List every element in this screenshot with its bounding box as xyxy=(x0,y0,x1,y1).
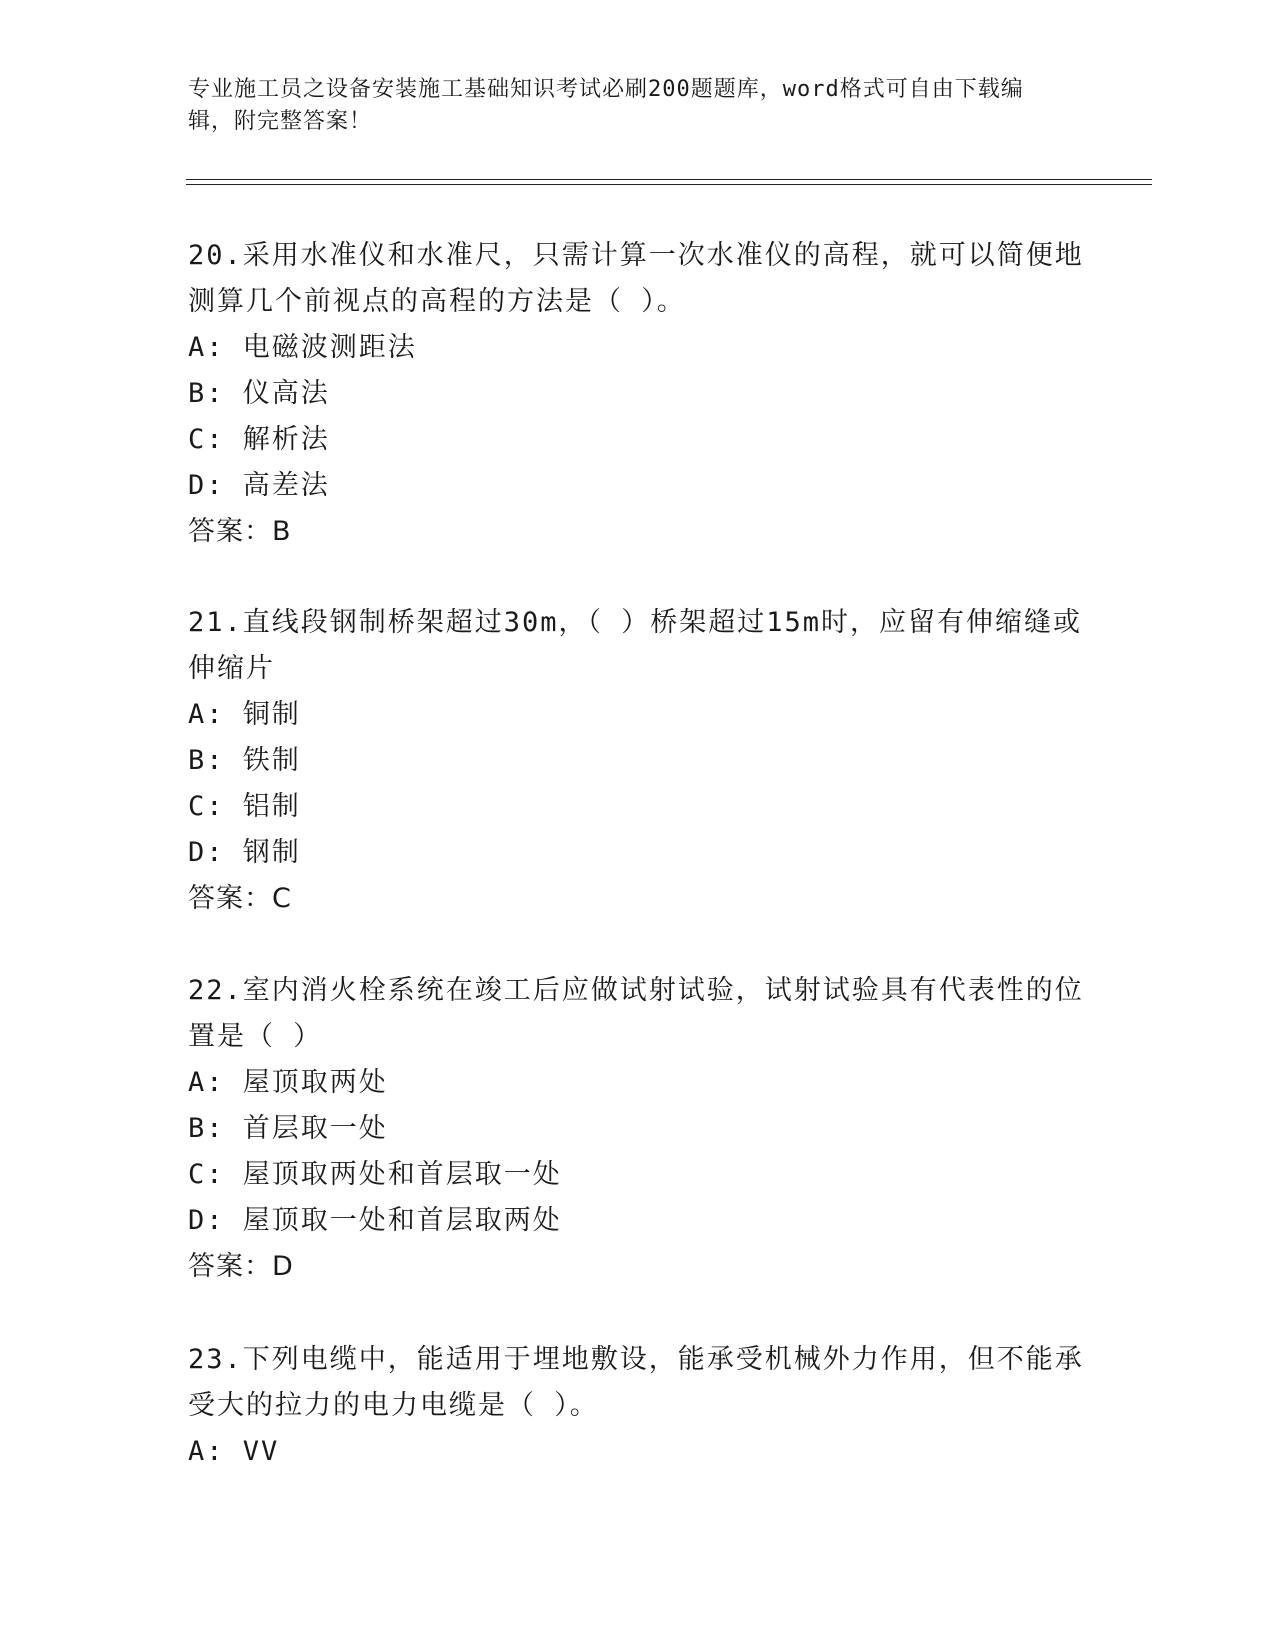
option-a: A: 铜制 xyxy=(188,699,301,730)
answer-label: 答案：D xyxy=(188,1251,294,1282)
answer-label: 答案：C xyxy=(188,883,292,914)
option-a: A: VV xyxy=(188,1436,280,1467)
document-header: 专业施工员之设备安装施工基础知识考试必刷200题题库，word格式可自由下载编辑，附完整答案！ xyxy=(188,77,1024,134)
option-d: D: 屋顶取一处和首层取两处 xyxy=(188,1205,562,1236)
option-c: C: 铝制 xyxy=(188,791,301,822)
option-d: D: 钢制 xyxy=(188,837,301,868)
header-divider-top xyxy=(186,179,1152,180)
option-c: C: 解析法 xyxy=(188,424,330,455)
question-22 xyxy=(188,968,1088,1290)
option-c: C: 屋顶取两处和首层取一处 xyxy=(188,1159,562,1190)
question-text: 22.室内消火栓系统在竣工后应做试射试验，试射试验具有代表性的位置是（ ） xyxy=(188,975,1084,1052)
question-text: 23.下列电缆中，能适用于埋地敷设，能承受机械外力作用，但不能承受大的拉力的电力电缆是（ ）。 xyxy=(188,1344,1084,1421)
option-b: B: 首层取一处 xyxy=(188,1113,388,1144)
question-text: 20.采用水准仪和水准尺，只需计算一次水准仪的高程，就可以简便地测算几个前视点的高程的方法是（ ）。 xyxy=(188,240,1084,317)
header-divider-bottom xyxy=(186,184,1152,185)
option-b: B: 铁制 xyxy=(188,745,301,776)
question-text: 21.直线段钢制桥架超过30m，（ ）桥架超过15m时，应留有伸缩缝或伸缩片 xyxy=(188,607,1083,684)
answer-label: 答案：B xyxy=(188,516,292,547)
question-20 xyxy=(188,233,1088,555)
option-a: A: 电磁波测距法 xyxy=(188,332,417,363)
option-b: B: 仪高法 xyxy=(188,378,330,409)
option-d: D: 高差法 xyxy=(188,470,330,501)
question-23 xyxy=(188,1337,1088,1475)
question-21 xyxy=(188,600,1088,922)
option-a: A: 屋顶取两处 xyxy=(188,1067,388,1098)
